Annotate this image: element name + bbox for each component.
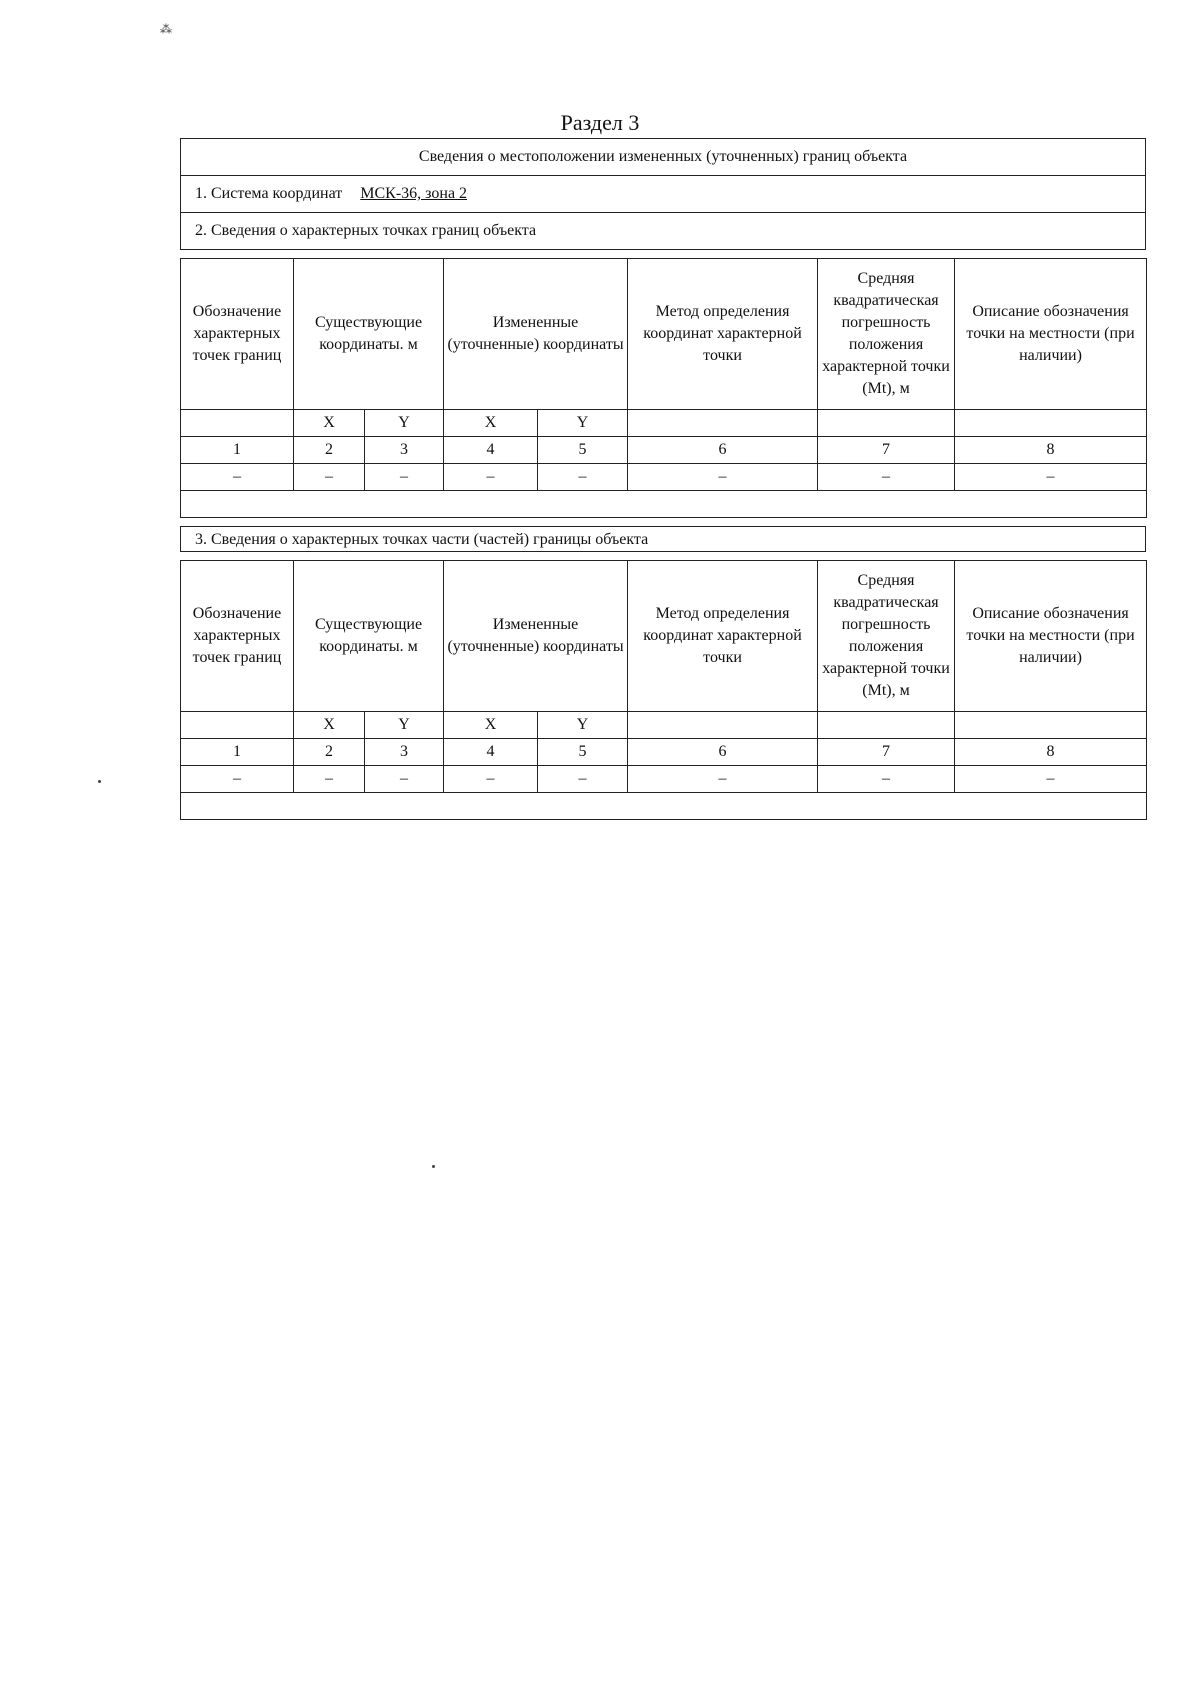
empty-cell [818, 712, 955, 739]
coord-label: 1. Система координат [195, 185, 343, 202]
col-number: 5 [538, 437, 628, 464]
table-header-row [181, 561, 1147, 712]
dash-cell: – [628, 464, 818, 491]
empty-cell [181, 491, 1147, 518]
dash-cell: – [365, 766, 444, 793]
part-points-table-wrap [180, 560, 1146, 820]
table-row [181, 766, 1147, 793]
col-number: 3 [365, 739, 444, 766]
empty-cell [955, 410, 1147, 437]
col-changed: Измененные (уточненные) координаты [444, 561, 628, 712]
header-title: Сведения о местоположении измененных (уточненных) границ объекта [418, 148, 908, 165]
col-method: Метод определения координат характерной точки [628, 561, 818, 712]
empty-cell [181, 712, 294, 739]
dash-cell: – [181, 464, 294, 491]
xy-subheader-row [181, 410, 1147, 437]
empty-cell [955, 712, 1147, 739]
col-y: Y [538, 410, 628, 437]
col-number: 4 [444, 739, 538, 766]
col-x: X [294, 410, 365, 437]
dash-cell: – [538, 464, 628, 491]
col-y: Y [365, 712, 444, 739]
col-designation: Обозначение характерных точек границ [181, 561, 294, 712]
boundary-points-table-wrap [180, 258, 1146, 518]
coordinate-system-row [181, 175, 1145, 212]
col-number: 2 [294, 739, 365, 766]
col-number: 7 [818, 437, 955, 464]
col-designation: Обозначение характерных точек границ [181, 259, 294, 410]
column-number-row [181, 739, 1147, 766]
col-number: 3 [365, 437, 444, 464]
dash-cell: – [955, 464, 1147, 491]
boundary-points-table [180, 258, 1147, 518]
dash-cell: – [181, 766, 294, 793]
points-caption: 2. Сведения о характерных точках границ объекта [181, 212, 1145, 249]
header-box [180, 138, 1146, 250]
col-number: 1 [181, 437, 294, 464]
col-number: 8 [955, 739, 1147, 766]
col-existing: Существующие координаты. м [294, 259, 444, 410]
col-method: Метод определения координат характерной точки [628, 259, 818, 410]
dash-cell: – [294, 464, 365, 491]
col-y: Y [365, 410, 444, 437]
col-number: 1 [181, 739, 294, 766]
dash-cell: – [818, 464, 955, 491]
dash-cell: – [365, 464, 444, 491]
col-error: Средняя квадратическая погрешность положения характерной точки (Mt), м [818, 259, 955, 410]
col-number: 5 [538, 739, 628, 766]
part-points-caption: 3. Сведения о характерных точках части (частей) границы объекта [180, 526, 1146, 552]
col-number: 4 [444, 437, 538, 464]
empty-row [181, 793, 1147, 820]
dash-cell: – [294, 766, 365, 793]
part-points-table [180, 560, 1147, 820]
col-existing: Существующие координаты. м [294, 561, 444, 712]
col-number: 6 [628, 739, 818, 766]
empty-row [181, 491, 1147, 518]
section-title: Раздел 3 [560, 110, 640, 135]
empty-cell [628, 410, 818, 437]
scan-speck [98, 780, 101, 783]
dash-cell: – [538, 766, 628, 793]
xy-subheader-row [181, 712, 1147, 739]
col-number: 7 [818, 739, 955, 766]
column-number-row [181, 437, 1147, 464]
col-number: 8 [955, 437, 1147, 464]
col-y: Y [538, 712, 628, 739]
col-number: 2 [294, 437, 365, 464]
col-x: X [294, 712, 365, 739]
col-changed: Измененные (уточненные) координаты [444, 259, 628, 410]
col-x: X [444, 712, 538, 739]
coord-value: МСК-36, зона 2 [360, 185, 468, 202]
dash-cell: – [955, 766, 1147, 793]
dash-cell: – [444, 464, 538, 491]
scan-speck [432, 1165, 435, 1168]
dash-cell: – [818, 766, 955, 793]
col-number: 6 [628, 437, 818, 464]
table-row [181, 464, 1147, 491]
dash-cell: – [628, 766, 818, 793]
col-description: Описание обозначения точки на местности (при наличии) [955, 259, 1147, 410]
corner-mark: ⁂ [160, 22, 172, 36]
table-header-row [181, 259, 1147, 410]
col-x: X [444, 410, 538, 437]
empty-cell [818, 410, 955, 437]
col-error: Средняя квадратическая погрешность положения характерной точки (Mt), м [818, 561, 955, 712]
col-description: Описание обозначения точки на местности (при наличии) [955, 561, 1147, 712]
empty-cell [628, 712, 818, 739]
dash-cell: – [444, 766, 538, 793]
empty-cell [181, 410, 294, 437]
empty-cell [181, 793, 1147, 820]
